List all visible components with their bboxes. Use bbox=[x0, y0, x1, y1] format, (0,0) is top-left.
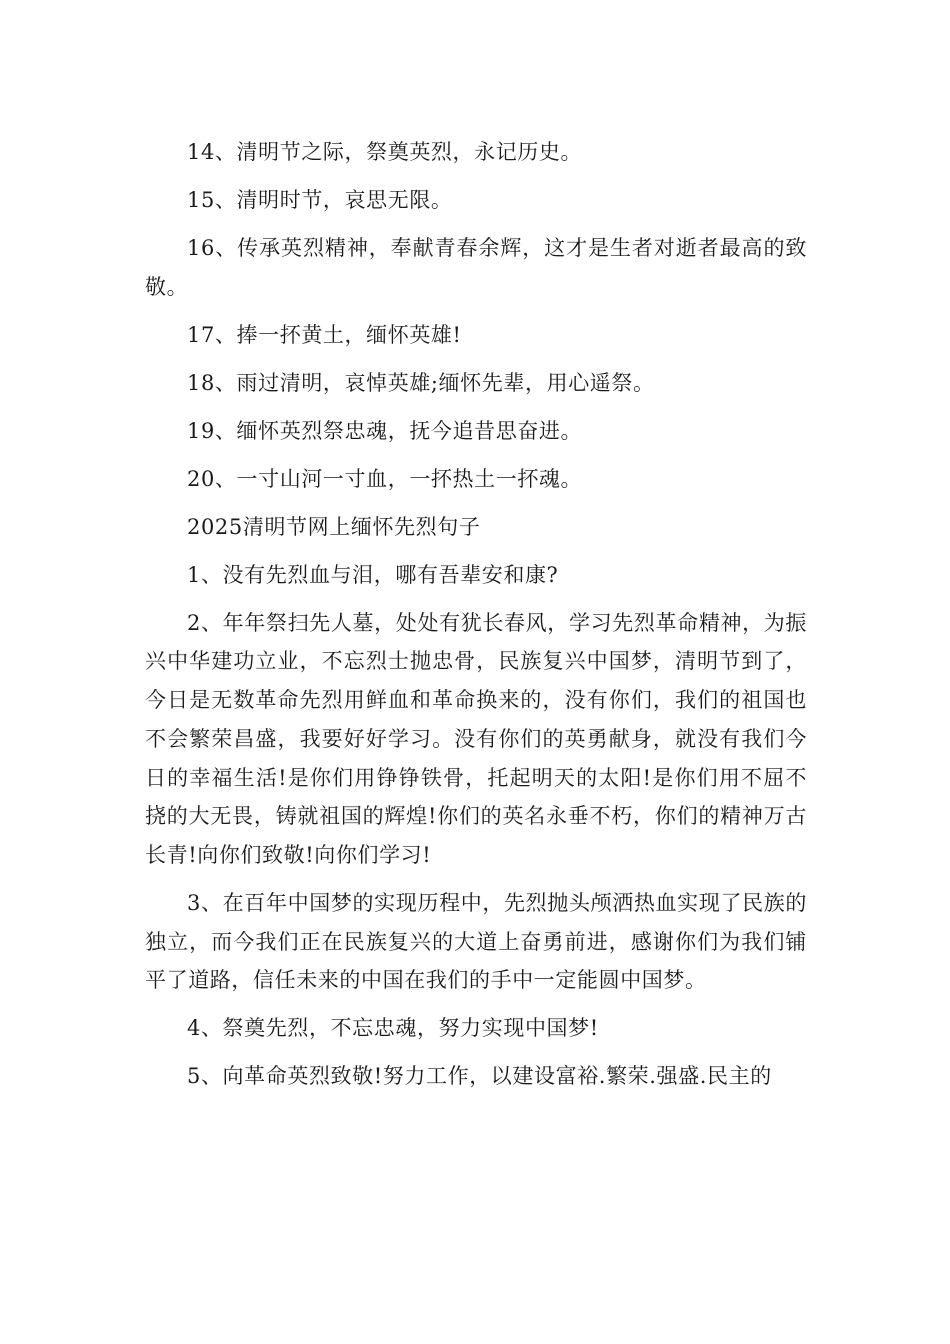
paragraph-14: 14、清明节之际，祭奠英烈，永记历史。 bbox=[187, 140, 583, 164]
section-heading: 2025清明节网上缅怀先烈句子 bbox=[187, 514, 481, 539]
paragraph-5: 5、向革命英烈致敬!努力工作，以建设富裕.繁荣.强盛.民主的 bbox=[187, 1064, 772, 1089]
document-body bbox=[145, 133, 807, 1105]
paragraph-15: 15、清明时节，哀思无限。 bbox=[187, 188, 453, 212]
paragraph-4: 4、祭奠先烈，不忘忠魂，努力实现中国梦! bbox=[187, 1016, 599, 1041]
paragraph-18: 18、雨过清明，哀悼英雄;缅怀先辈，用心遥祭。 bbox=[187, 370, 655, 395]
paragraph-2: 2、年年祭扫先人墓，处处有犹长春风，学习先烈革命精神，为振兴中华建功立业，不忘烈士抛忠骨，民族复兴中国梦，清明节到了，今日是无数革命先烈用鲜血和革命换来的，没有你们，我们的祖国也不会繁荣昌盛，我要好好学习。没有你们的英勇献身，就没有我们今日的幸福生活!是你们用铮铮铁骨，托起明天的太阳!是你们用不屈不挠的大无畏，铸就祖国的辉煌!你们的英名永垂不朽，你们的精神万古长青!向你们致敬!向你们学习! bbox=[145, 610, 807, 867]
paragraph-20: 20、一寸山河一寸血，一抔热土一抔魂。 bbox=[187, 466, 583, 491]
paragraph-3: 3、在百年中国梦的实现历程中，先烈抛头颅洒热血实现了民族的独立，而今我们正在民族复兴的大道上奋勇前进，感谢你们为我们铺平了道路，信任未来的中国在我们的手中一定能圆中国梦。 bbox=[145, 890, 807, 993]
paragraph-16: 16、传承英烈精神，奉献青春余辉，这才是生者对逝者最高的致敬。 bbox=[145, 236, 807, 299]
paragraph-19: 19、缅怀英烈祭忠魂，抚今追昔思奋进。 bbox=[187, 418, 583, 443]
paragraph-17: 17、捧一抔黄土，缅怀英雄! bbox=[187, 322, 462, 347]
paragraph-1: 1、没有先烈血与泪，哪有吾辈安和康? bbox=[187, 562, 559, 587]
